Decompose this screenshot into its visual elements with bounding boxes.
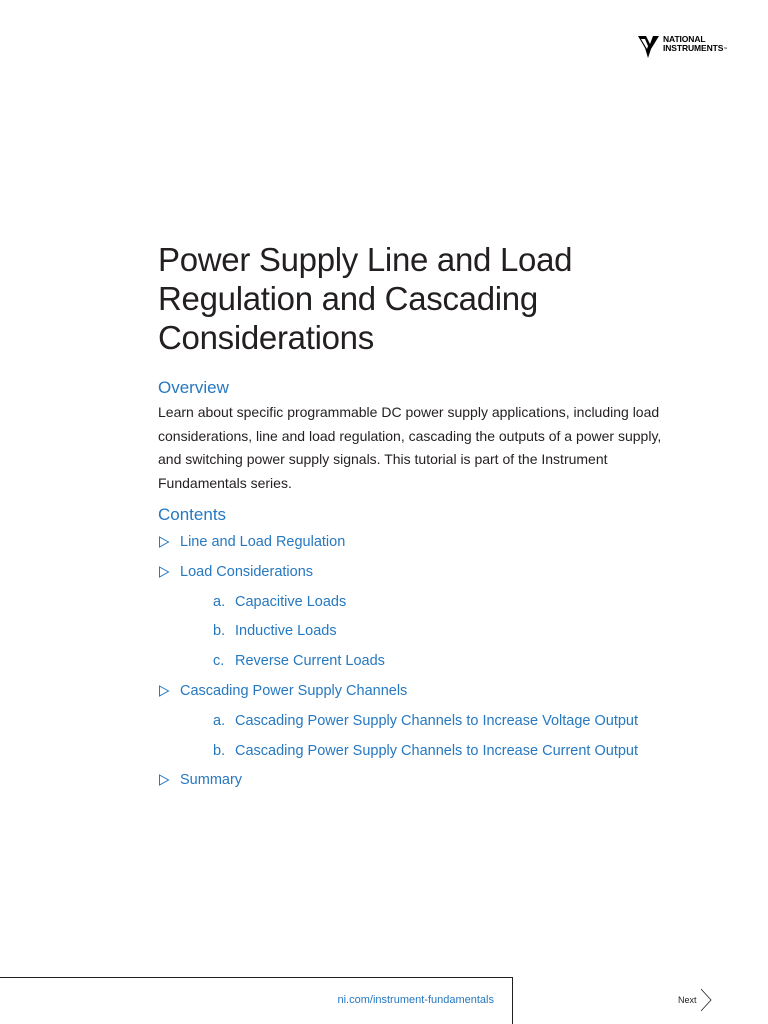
triangle-right-icon xyxy=(158,566,170,578)
table-of-contents xyxy=(158,530,638,798)
footer-divider-vertical xyxy=(512,977,513,1024)
toc-subitem-increase-current-output[interactable] xyxy=(158,739,638,769)
toc-item-load-considerations[interactable] xyxy=(158,560,638,590)
toc-item-label: Reverse Current Loads xyxy=(235,653,385,670)
next-page-button[interactable] xyxy=(678,988,712,1012)
toc-item-summary[interactable] xyxy=(158,768,638,798)
toc-item-label: Cascading Power Supply Channels to Increase Voltage Output xyxy=(235,712,639,729)
triangle-right-icon xyxy=(158,685,170,697)
toc-item-label: Cascading Power Supply Channels xyxy=(180,682,408,699)
contents-heading: Contents xyxy=(158,505,227,524)
toc-subitem-letter: c. xyxy=(213,653,225,670)
toc-subitem-letter: b. xyxy=(213,623,226,640)
footer-divider-horizontal xyxy=(0,977,513,978)
toc-subitem-increase-voltage-output[interactable] xyxy=(158,709,638,739)
footer-website-link[interactable]: ni.com/instrument-fundamentals xyxy=(337,994,494,1006)
toc-item-label: Summary xyxy=(180,772,243,789)
toc-item-label: Capacitive Loads xyxy=(235,593,347,610)
toc-subitem-capacitive-loads[interactable] xyxy=(158,590,638,620)
logo-line-1: NATIONAL xyxy=(663,34,706,44)
overview-text: Learn about specific programmable DC power supply applications, including load considerations, line and load regulation, cascading the outputs of a power supply, and switching power supply signals. This tutorial is part of the Instrument Fundamentals series. xyxy=(158,404,662,491)
toc-item-label: Load Considerations xyxy=(180,563,314,580)
toc-item-label: Cascading Power Supply Channels to Increase Current Output xyxy=(235,742,638,759)
toc-subitem-letter: a. xyxy=(213,593,226,610)
toc-subitem-letter: b. xyxy=(213,742,226,759)
logo-trademark: ™ xyxy=(723,46,728,51)
logo-line-2: INSTRUMENTS xyxy=(663,43,724,53)
toc-subitem-reverse-current-loads[interactable] xyxy=(158,649,638,679)
national-instruments-logo xyxy=(637,33,737,59)
toc-subitem-letter: a. xyxy=(213,712,226,729)
chevron-right-icon xyxy=(700,988,712,1012)
page-title: Power Supply Line and Load Regulation and Cascading Considerations xyxy=(158,241,573,356)
next-label: Next xyxy=(678,995,697,1005)
toc-item-label: Line and Load Regulation xyxy=(180,534,346,550)
toc-item-line-and-load-regulation[interactable] xyxy=(158,530,638,560)
logo-wordmark xyxy=(663,35,727,53)
overview-heading: Overview xyxy=(158,378,229,397)
toc-item-label: Inductive Loads xyxy=(235,623,337,640)
triangle-right-icon xyxy=(158,536,170,548)
toc-subitem-inductive-loads[interactable] xyxy=(158,619,638,649)
toc-item-cascading-power-supply-channels[interactable] xyxy=(158,679,638,709)
triangle-right-icon xyxy=(158,774,170,786)
eagle-logo-icon xyxy=(637,33,661,59)
